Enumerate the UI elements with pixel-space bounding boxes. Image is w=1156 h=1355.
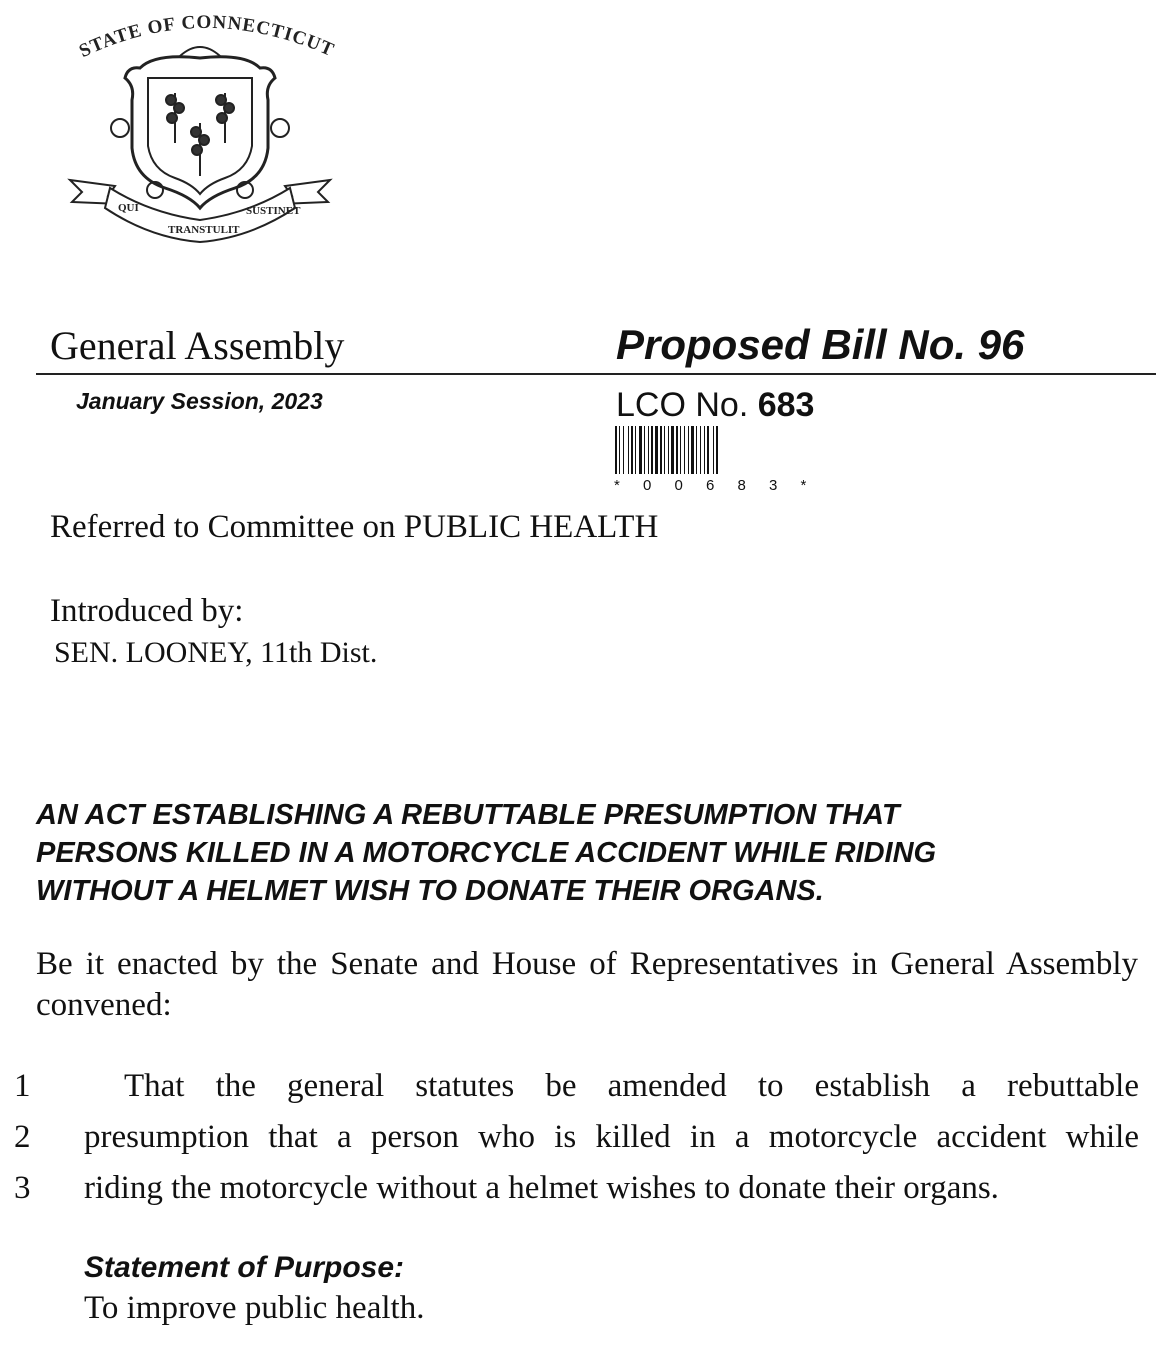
- lco-value: 683: [757, 386, 815, 424]
- bill-line: [0, 1112, 1156, 1162]
- barcode-bar: [648, 426, 649, 474]
- barcode-bar: [696, 426, 697, 474]
- act-title: [36, 796, 1136, 910]
- barcode-bar: [684, 426, 685, 474]
- line-number: 2: [14, 1119, 31, 1155]
- line-text: riding the motorcycle without a helmet wishes to donate their organs.: [84, 1170, 999, 1206]
- barcode-bar: [651, 426, 653, 474]
- barcode-bar: [631, 426, 633, 474]
- line-number: 3: [14, 1170, 31, 1206]
- line-number: 1: [14, 1068, 31, 1104]
- sponsor-name: SEN. LOONEY, 11th Dist.: [54, 636, 378, 669]
- committee-referral: Referred to Committee on PUBLIC HEALTH: [50, 509, 659, 545]
- barcode-bar: [668, 426, 669, 474]
- bill-line: [0, 1163, 1156, 1213]
- connecticut-state-seal: [60, 8, 340, 258]
- act-title-line: AN ACT ESTABLISHING A REBUTTABLE PRESUMPTION THAT: [36, 799, 900, 831]
- barcode-bar: [700, 426, 701, 474]
- barcode: [615, 426, 781, 474]
- line-text: That the general statutes be amended to establish a rebuttable: [124, 1068, 1139, 1104]
- session-label: January Session, 2023: [76, 388, 323, 414]
- barcode-bar: [707, 426, 709, 474]
- enacting-clause: Be it enacted by the Senate and House of Representatives in General Assembly convened:: [36, 946, 1138, 1023]
- barcode-bar: [615, 426, 617, 474]
- statement-of-purpose-heading: Statement of Purpose:: [84, 1251, 405, 1284]
- header-divider: [36, 373, 1156, 375]
- barcode-bar: [639, 426, 642, 474]
- act-title-line: PERSONS KILLED IN A MOTORCYCLE ACCIDENT WHILE RIDING: [36, 837, 937, 869]
- line-text: presumption that a person who is killed in a motorcycle accident while: [84, 1119, 1139, 1155]
- barcode-bar: [716, 426, 718, 474]
- svg-text:QUI TRANSTULIT SUSTINE: QUI TRANSTULIT SUSTINET: [118, 202, 301, 236]
- barcode-bar: [713, 426, 714, 474]
- act-title-line: WITHOUT A HELMET WISH TO DONATE THEIR ORGANS.: [36, 875, 824, 907]
- barcode-bar: [671, 426, 674, 474]
- barcode-bar: [660, 426, 662, 474]
- barcode-bar: [644, 426, 645, 474]
- barcode-bar: [688, 426, 689, 474]
- barcode-bar: [619, 426, 620, 474]
- barcode-caption: * 0 0 6 8 3 *: [614, 477, 816, 494]
- svg-text:STATE OF CONNECTICUT: STATE OF CONNECTICUT: [76, 11, 338, 63]
- barcode-bar: [628, 426, 629, 474]
- bill-line: [0, 1061, 1156, 1111]
- barcode-bar: [691, 426, 694, 474]
- statement-of-purpose-text: To improve public health.: [84, 1290, 425, 1326]
- barcode-bar: [704, 426, 705, 474]
- barcode-bar: [623, 426, 624, 474]
- general-assembly-label: General Assembly: [50, 323, 345, 368]
- barcode-bar: [635, 426, 636, 474]
- bill-number-title: Proposed Bill No. 96: [616, 321, 1025, 368]
- barcode-bar: [680, 426, 681, 474]
- barcode-bar: [664, 426, 665, 474]
- lco-label: LCO No.: [616, 386, 749, 424]
- barcode-bar: [655, 426, 658, 474]
- barcode-bar: [676, 426, 678, 474]
- introduced-by-label: Introduced by:: [50, 593, 244, 629]
- lco-number: [616, 384, 814, 426]
